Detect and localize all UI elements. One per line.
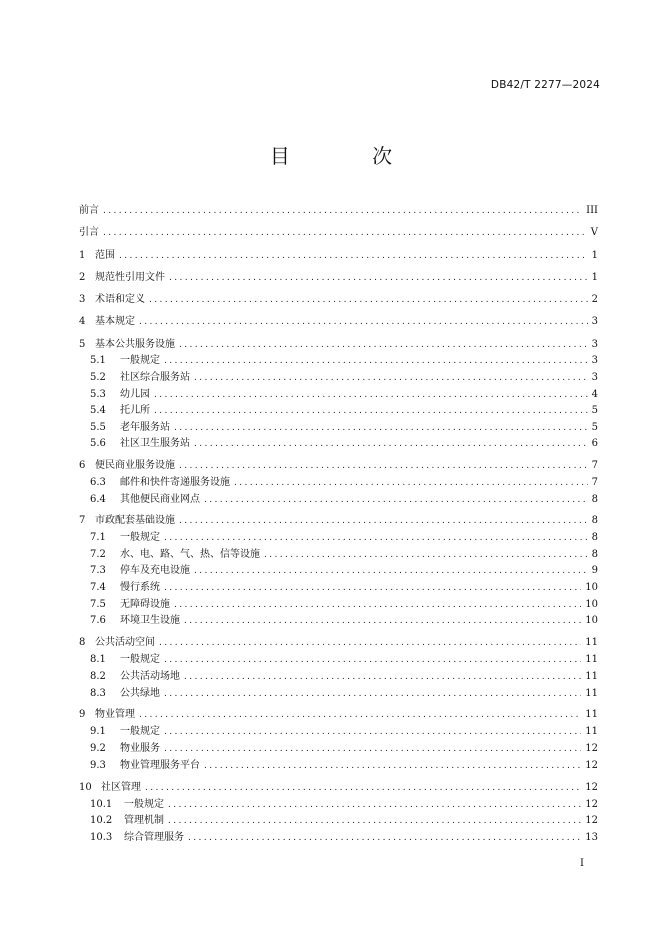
- toc-entry-page: III: [586, 205, 598, 216]
- toc-leader-dots: [103, 203, 582, 219]
- toc-entry-title: 邮件和快件寄递服务设施: [120, 477, 230, 488]
- toc-entry-page: 12: [585, 799, 598, 810]
- toc-leader-dots: [154, 387, 588, 403]
- page-title: 目 次: [269, 144, 431, 168]
- toc-section-entry[interactable]: [79, 780, 598, 796]
- toc-entry-page: 7: [591, 460, 598, 471]
- toc-subsection-entry[interactable]: [90, 758, 598, 774]
- toc-leader-dots: [194, 370, 588, 386]
- toc-entry-number: 10.1: [90, 799, 113, 810]
- toc-subsection-entry[interactable]: [90, 387, 598, 403]
- toc-entry-page: 3: [591, 372, 598, 383]
- toc-entry-number: 8.2: [90, 671, 106, 682]
- toc-entry-page: 3: [591, 339, 598, 350]
- toc-entry-title: 水、电、路、气、热、信等设施: [120, 549, 260, 560]
- toc-entry-page: 1: [591, 250, 598, 261]
- toc-subsection-entry[interactable]: [90, 370, 598, 386]
- toc-entry-number: 2: [79, 272, 86, 283]
- toc-entry-title: 托儿所: [120, 405, 150, 416]
- toc-entry-number: 5.6: [90, 438, 106, 449]
- toc-section-entry[interactable]: [79, 225, 598, 241]
- toc-leader-dots: [179, 513, 588, 529]
- toc-entry-title: 物业管理: [95, 709, 135, 720]
- toc-entry-page: 11: [585, 709, 598, 720]
- toc-leader-dots: [264, 547, 588, 563]
- toc-entry-title: 基本规定: [95, 316, 135, 327]
- toc-leader-dots: [204, 492, 588, 508]
- toc-entry-title: 一般规定: [120, 654, 160, 665]
- toc-subsection-entry[interactable]: [90, 436, 598, 452]
- toc-entry-number: 8: [79, 637, 86, 648]
- toc-leader-dots: [168, 797, 581, 813]
- toc-entry-page: 11: [585, 637, 598, 648]
- toc-subsection-entry[interactable]: [90, 813, 598, 829]
- toc-entry-title: 社区卫生服务站: [120, 438, 190, 449]
- toc-subsection-entry[interactable]: [90, 420, 598, 436]
- toc-leader-dots: [164, 353, 588, 369]
- toc-section-entry[interactable]: [79, 292, 598, 308]
- toc-entry-title: 范围: [95, 250, 115, 261]
- toc-leader-dots: [184, 613, 581, 629]
- toc-subsection-entry[interactable]: [90, 741, 598, 757]
- toc-entry-title: 公共活动场地: [120, 671, 180, 682]
- toc-entry-number: 5.4: [90, 405, 106, 416]
- toc-entry-number: 8.3: [90, 688, 106, 699]
- toc-entry-number: 7.2: [90, 549, 106, 560]
- toc-entry-title: 慢行系统: [120, 582, 160, 593]
- toc-entry-page: 11: [585, 688, 598, 699]
- toc-entry-title: 一般规定: [120, 726, 160, 737]
- toc-entry-page: 3: [591, 355, 598, 366]
- toc-leader-dots: [234, 475, 588, 491]
- toc-section-entry[interactable]: [79, 513, 598, 529]
- toc-entry-number: 9: [79, 709, 86, 720]
- toc-subsection-entry[interactable]: [90, 492, 598, 508]
- toc-subsection-entry[interactable]: [90, 724, 598, 740]
- toc-leader-dots: [164, 580, 581, 596]
- toc-leader-dots: [194, 563, 588, 579]
- toc-entry-page: 8: [591, 515, 598, 526]
- toc-entry-page: 6: [591, 438, 598, 449]
- toc-entry-page: 5: [591, 405, 598, 416]
- toc-subsection-entry[interactable]: [90, 353, 598, 369]
- toc-entry-page: 5: [591, 422, 598, 433]
- toc-entry-page: 10: [585, 615, 598, 626]
- page-number: I: [580, 858, 584, 869]
- toc-entry-number: 4: [79, 316, 86, 327]
- toc-entry-number: 6.3: [90, 477, 106, 488]
- toc-entry-number: 8.1: [90, 654, 106, 665]
- toc-entry-title: 老年服务站: [120, 422, 170, 433]
- toc-section-entry[interactable]: [79, 314, 598, 330]
- toc-entry-title: 物业服务: [120, 743, 160, 754]
- toc-leader-dots: [119, 248, 588, 264]
- toc-entry-title: 物业管理服务平台: [120, 760, 200, 771]
- toc-subsection-entry[interactable]: [90, 530, 598, 546]
- toc-entry-page: 11: [585, 726, 598, 737]
- toc-leader-dots: [194, 436, 588, 452]
- toc-entry-number: 7.5: [90, 599, 106, 610]
- toc-section-entry[interactable]: [79, 270, 598, 286]
- toc-entry-title: 前言: [79, 205, 99, 216]
- toc-entry-page: 8: [591, 494, 598, 505]
- toc-entry-number: 5: [79, 339, 86, 350]
- toc-subsection-entry[interactable]: [90, 580, 598, 596]
- toc-entry-title: 停车及充电设施: [120, 565, 190, 576]
- toc-entry-title: 公共绿地: [120, 688, 160, 699]
- toc-section-entry[interactable]: [79, 635, 598, 651]
- toc-entry-title: 一般规定: [124, 799, 164, 810]
- toc-leader-dots: [179, 337, 588, 353]
- toc-leader-dots: [174, 420, 588, 436]
- toc-entry-number: 7.1: [90, 532, 106, 543]
- toc-entry-page: 11: [585, 671, 598, 682]
- toc-leader-dots: [174, 597, 581, 613]
- toc-leader-dots: [179, 458, 588, 474]
- toc-entry-number: 1: [79, 250, 86, 261]
- toc-leader-dots: [204, 758, 581, 774]
- toc-entry-number: 7: [79, 515, 86, 526]
- toc-section-entry[interactable]: [79, 248, 598, 264]
- toc-entry-number: 9.1: [90, 726, 106, 737]
- toc-entry-page: 4: [591, 389, 598, 400]
- toc-entry-title: 规范性引用文件: [95, 272, 165, 283]
- toc-leader-dots: [145, 780, 581, 796]
- toc-entry-title: 无障碍设施: [120, 599, 170, 610]
- toc-leader-dots: [159, 635, 581, 651]
- toc-subsection-entry[interactable]: [90, 597, 598, 613]
- toc-subsection-entry[interactable]: [90, 797, 598, 813]
- toc-leader-dots: [188, 830, 581, 846]
- toc-entry-title: 环境卫生设施: [120, 615, 180, 626]
- toc-entry-page: 10: [585, 599, 598, 610]
- toc-entry-number: 9.2: [90, 743, 106, 754]
- toc-entry-number: 3: [79, 294, 86, 305]
- toc-entry-page: V: [590, 227, 598, 238]
- toc-entry-page: 7: [591, 477, 598, 488]
- toc-leader-dots: [139, 314, 588, 330]
- toc-entry-page: 1: [591, 272, 598, 283]
- toc-entry-title: 管理机制: [124, 815, 164, 826]
- standard-number: DB42/T 2277—2024: [490, 79, 600, 91]
- toc-leader-dots: [184, 669, 581, 685]
- toc-entry-number: 9.3: [90, 760, 106, 771]
- toc-entry-page: 2: [591, 294, 598, 305]
- toc-entry-page: 8: [591, 549, 598, 560]
- toc-leader-dots: [149, 292, 588, 308]
- toc-leader-dots: [154, 403, 588, 419]
- toc-entry-number: 7.3: [90, 565, 106, 576]
- toc-entry-title: 基本公共服务设施: [95, 339, 175, 350]
- toc-subsection-entry[interactable]: [90, 613, 598, 629]
- toc-leader-dots: [139, 707, 581, 723]
- toc-section-entry[interactable]: [79, 337, 598, 353]
- toc-entry-title: 公共活动空间: [95, 637, 155, 648]
- toc-entry-title: 幼儿园: [120, 389, 150, 400]
- toc-entry-number: 7.6: [90, 615, 106, 626]
- toc-subsection-entry[interactable]: [90, 830, 598, 846]
- toc-subsection-entry[interactable]: [90, 669, 598, 685]
- toc-leader-dots: [103, 225, 587, 241]
- toc-section-entry[interactable]: [79, 203, 598, 219]
- toc-entry-number: 10.3: [90, 832, 113, 843]
- toc-entry-page: 10: [585, 582, 598, 593]
- toc-entry-title: 市政配套基础设施: [95, 515, 175, 526]
- toc-entry-number: 5.3: [90, 389, 106, 400]
- toc-entry-page: 11: [585, 654, 598, 665]
- toc-entry-page: 13: [585, 832, 598, 843]
- toc-entry-title: 一般规定: [120, 355, 160, 366]
- toc-entry-number: 6.4: [90, 494, 106, 505]
- toc-subsection-entry[interactable]: [90, 547, 598, 563]
- toc-entry-page: 9: [591, 565, 598, 576]
- toc-entry-title: 引言: [79, 227, 99, 238]
- toc-entry-title: 社区管理: [101, 782, 141, 793]
- toc-leader-dots: [169, 270, 588, 286]
- toc-section-entry[interactable]: [79, 458, 598, 474]
- toc-entry-page: 3: [591, 316, 598, 327]
- toc-entry-page: 12: [585, 743, 598, 754]
- toc-entry-number: 10.2: [90, 815, 113, 826]
- toc-leader-dots: [168, 813, 581, 829]
- toc-entry-title: 综合管理服务: [124, 832, 184, 843]
- toc-leader-dots: [164, 530, 588, 546]
- toc-entry-page: 12: [585, 760, 598, 771]
- toc-subsection-entry[interactable]: [90, 686, 598, 702]
- toc-entry-number: 10: [79, 782, 92, 793]
- toc-entry-title: 便民商业服务设施: [95, 460, 175, 471]
- toc-entry-page: 12: [585, 782, 598, 793]
- toc-entry-number: 6: [79, 460, 86, 471]
- toc-entry-title: 其他便民商业网点: [120, 494, 200, 505]
- toc-entry-title: 术语和定义: [95, 294, 145, 305]
- toc-entry-number: 5.1: [90, 355, 106, 366]
- toc-leader-dots: [164, 686, 581, 702]
- toc-entry-title: 社区综合服务站: [120, 372, 190, 383]
- toc-leader-dots: [164, 724, 581, 740]
- toc-entry-title: 一般规定: [120, 532, 160, 543]
- toc-entry-page: 8: [591, 532, 598, 543]
- toc-section-entry[interactable]: [79, 707, 598, 723]
- toc-leader-dots: [164, 741, 581, 757]
- toc-subsection-entry[interactable]: [90, 563, 598, 579]
- toc-entry-number: 5.2: [90, 372, 106, 383]
- toc-entry-number: 5.5: [90, 422, 106, 433]
- toc-subsection-entry[interactable]: [90, 652, 598, 668]
- toc-leader-dots: [164, 652, 581, 668]
- toc-subsection-entry[interactable]: [90, 403, 598, 419]
- toc-entry-number: 7.4: [90, 582, 106, 593]
- toc-subsection-entry[interactable]: [90, 475, 598, 491]
- toc-entry-page: 12: [585, 815, 598, 826]
